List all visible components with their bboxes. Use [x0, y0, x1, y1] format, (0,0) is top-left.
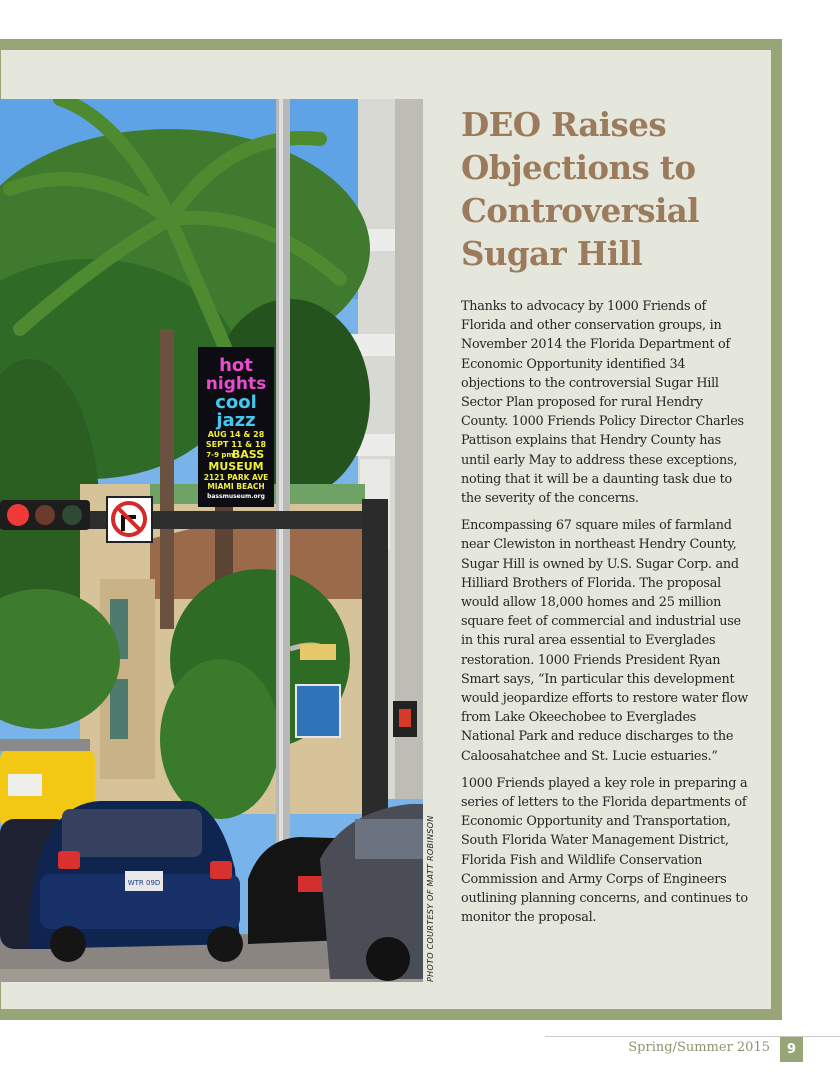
banner-line: hot	[219, 355, 253, 376]
street-photo	[0, 99, 423, 982]
banner-line: SEPT 11 & 18	[205, 440, 267, 449]
banner-line: AUG 14 & 28	[207, 430, 265, 439]
page-number: 9	[780, 1037, 803, 1062]
banner-line: MUSEUM	[208, 460, 264, 473]
banner-line: MIAMI BEACH	[207, 482, 265, 491]
banner-line: cool	[215, 392, 257, 413]
banner-line: 2121 PARK AVE	[203, 473, 269, 482]
banner-line: 7-9 pm	[206, 451, 234, 459]
article-paragraph: Thanks to advocacy by 1000 Friends of Florida and other conservation groups, in November 2014 the Florida Department of Economic Opportunity identified 34 objections to the controversial Sugar Hill Sector Plan proposed for rural Hendry County. 1000 Friends Policy Director Charles Pattison explains that Hendry County has until early May to address these exceptions, noting that it will be a daunting task due to the severity of the concerns.	[461, 299, 744, 507]
photo-credit: PHOTO COURTESY OF MATT ROBINSON	[426, 815, 435, 982]
banner-line: jazz	[216, 410, 256, 431]
article-paragraph: 1000 Friends played a key role in preparing a series of letters to the Florida departments of Economic Opportunity and Transportation, South Florida Water Management District, Florida Fish and Wildlife Conservation Commission and Army Corps of Engineers outlining planning concerns, and continues to monitor the proposal.	[461, 775, 748, 926]
issue-label: Spring/Summer 2015	[628, 1040, 770, 1055]
banner-line: BASS	[231, 448, 265, 461]
article-paragraph: Encompassing 67 square miles of farmland near Clewiston in northeast Hendry County, Sugar Hill is owned by U.S. Sugar Corp. and Hilliard Brothers of Florida. The proposal would allow 18,000 homes and 25 million square feet of commercial and industrial use in this rural area essential to Everglades restoration. 1000 Friends President Ryan Smart says, “In particular this development would jeopardize efforts to restore water flow from Lake Okeechobee to Everglades National Park and reduce discharges to the Caloosahatchee and St. Lucie estuaries.”	[461, 518, 748, 764]
license-plate: WTR 09D	[127, 879, 161, 887]
banner-line: nights	[205, 374, 267, 394]
article-title: DEO Raises Objections to Controversial Sugar Hill	[461, 105, 699, 273]
article	[461, 103, 751, 936]
banner-line: bassmuseum.org	[207, 493, 265, 500]
